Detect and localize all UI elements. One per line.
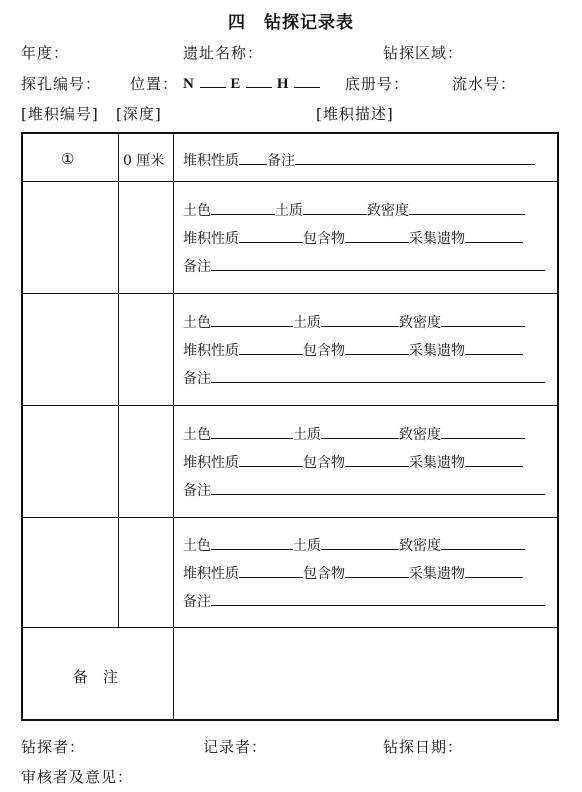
soil-color-blank xyxy=(211,201,275,215)
soil-color-label: 土色 xyxy=(183,315,211,331)
soil-texture-label: 土质 xyxy=(293,427,321,443)
soil-line xyxy=(183,424,525,444)
note-label: 备注 xyxy=(183,259,211,275)
nature-label: 堆积性质 xyxy=(183,343,239,359)
remarks-label: 备 注 xyxy=(73,668,119,686)
layer-number-label: [堆积编号] xyxy=(21,105,99,123)
h-blank xyxy=(294,73,320,88)
e-label: E xyxy=(230,76,242,92)
soil-color-label: 土色 xyxy=(183,427,211,443)
soil-color-label: 土色 xyxy=(183,203,211,219)
soil-texture-blank xyxy=(303,201,367,215)
soil-color-blank xyxy=(211,425,293,439)
column-divider xyxy=(173,134,174,719)
nature-label: 堆积性质 xyxy=(183,231,239,247)
soil-texture-blank xyxy=(321,313,399,327)
inclusions-blank xyxy=(345,564,409,578)
inclusions-label: 包含物 xyxy=(303,455,345,471)
density-label: 致密度 xyxy=(399,427,441,443)
n-blank xyxy=(200,73,226,88)
soil-texture-blank xyxy=(321,425,399,439)
nature-blank xyxy=(239,229,303,243)
collected-blank xyxy=(465,453,523,467)
collected-blank xyxy=(465,341,523,355)
note-label: 备注 xyxy=(183,483,211,499)
layer-index: ① xyxy=(61,150,75,168)
form-title: 四 钻探记录表 xyxy=(228,13,354,33)
row-divider xyxy=(23,517,557,518)
note-line xyxy=(183,256,545,276)
collected-label: 采集遗物 xyxy=(409,455,465,471)
nature-line xyxy=(183,340,523,360)
soil-line xyxy=(183,312,525,332)
row-divider xyxy=(23,181,557,182)
soil-color-label: 土色 xyxy=(183,538,211,554)
density-blank xyxy=(441,536,525,550)
soil-color-blank xyxy=(211,313,293,327)
soil-texture-label: 土质 xyxy=(275,203,303,219)
inclusions-blank xyxy=(345,229,409,243)
soil-line xyxy=(183,200,525,220)
nature-blank xyxy=(239,453,303,467)
soil-texture-blank xyxy=(321,536,399,550)
reviewer-label: 审核者及意见： xyxy=(21,768,134,786)
inclusions-blank xyxy=(345,453,409,467)
nature-blank xyxy=(239,564,303,578)
soil-texture-label: 土质 xyxy=(293,315,321,331)
density-label: 致密度 xyxy=(399,315,441,331)
note-label: 备注 xyxy=(267,153,295,169)
soil-color-blank xyxy=(211,536,293,550)
note-blank xyxy=(211,369,545,383)
register-label: 底册号： xyxy=(345,75,410,93)
inclusions-label: 包含物 xyxy=(303,343,345,359)
density-label: 致密度 xyxy=(367,203,409,219)
layer-description-label: [堆积描述] xyxy=(316,105,394,123)
drill-date-label: 钻探日期： xyxy=(383,738,464,756)
collected-label: 采集遗物 xyxy=(409,343,465,359)
collected-blank xyxy=(465,229,523,243)
record-table xyxy=(21,132,559,721)
nature-line xyxy=(183,563,523,583)
row-divider xyxy=(23,405,557,406)
note-blank xyxy=(211,592,545,606)
density-blank xyxy=(409,201,525,215)
soil-line xyxy=(183,535,525,555)
depth-label: [深度] xyxy=(116,105,162,123)
note-blank xyxy=(295,151,535,165)
serial-label: 流水号： xyxy=(452,75,517,93)
nature-label: 堆积性质 xyxy=(183,566,239,582)
year-label: 年度： xyxy=(21,44,70,62)
collected-label: 采集遗物 xyxy=(409,231,465,247)
nature-label: 堆积性质 xyxy=(183,455,239,471)
inclusions-label: 包含物 xyxy=(303,566,345,582)
note-blank xyxy=(211,481,545,495)
nature-line xyxy=(183,228,523,248)
collected-label: 采集遗物 xyxy=(409,566,465,582)
column-divider xyxy=(118,134,119,627)
inclusions-label: 包含物 xyxy=(303,231,345,247)
nature-blank xyxy=(239,341,303,355)
note-line xyxy=(183,591,545,611)
position-label: 位置： xyxy=(130,75,179,93)
site-name-label: 遗址名称： xyxy=(183,44,264,62)
note-line xyxy=(183,368,545,388)
density-label: 致密度 xyxy=(399,538,441,554)
row-divider xyxy=(23,293,557,294)
e-blank xyxy=(246,73,272,88)
nature-label: 堆积性质 xyxy=(183,153,239,169)
h-label: H xyxy=(276,76,290,92)
first-row-fields xyxy=(183,150,535,170)
note-label: 备注 xyxy=(183,371,211,387)
density-blank xyxy=(441,313,525,327)
row-divider xyxy=(23,627,557,628)
inclusions-blank xyxy=(345,341,409,355)
driller-label: 钻探者： xyxy=(21,738,86,756)
collected-blank xyxy=(465,564,523,578)
note-label: 备注 xyxy=(183,594,211,610)
nature-blank xyxy=(239,151,267,165)
recorder-label: 记录者： xyxy=(203,738,268,756)
nature-line xyxy=(183,452,523,472)
drill-area-label: 钻探区域： xyxy=(383,44,464,62)
soil-texture-label: 土质 xyxy=(293,538,321,554)
n-label: N xyxy=(183,76,195,92)
n-coordinate xyxy=(183,73,320,93)
note-line xyxy=(183,480,545,500)
note-blank xyxy=(211,257,545,271)
hole-number-label: 探孔编号： xyxy=(21,75,102,93)
density-blank xyxy=(441,425,525,439)
start-depth: 0 厘米 xyxy=(123,153,165,169)
